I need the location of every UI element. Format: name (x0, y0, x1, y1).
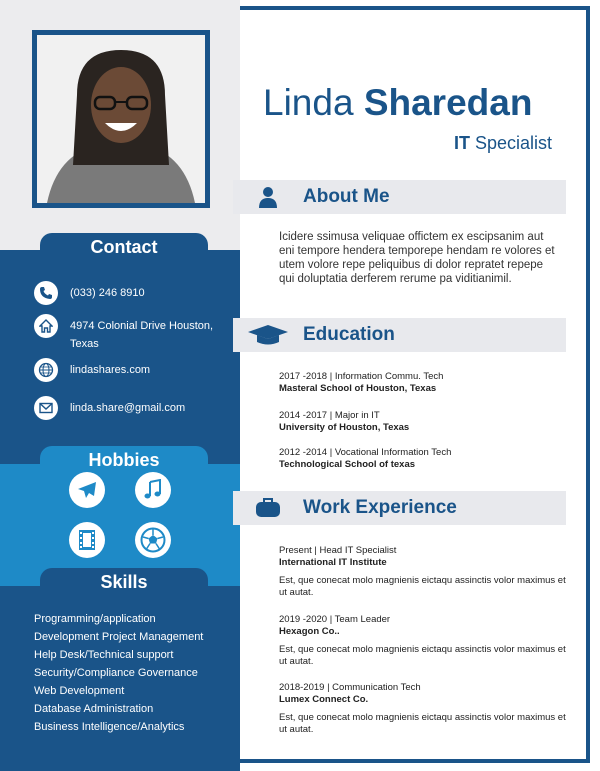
education-entry-org: Masteral School of Houston, Texas (279, 383, 437, 394)
work-entry-line: 2018-2019 | Communication Tech (279, 682, 421, 693)
music-note-icon (135, 472, 171, 508)
person-icon (233, 186, 303, 208)
education-entry-line: 2017 -2018 | Information Commu. Tech (279, 371, 444, 382)
hobbies-heading: Hobbies (40, 446, 208, 474)
about-heading: About Me (303, 186, 390, 207)
last-name: Sharedan (363, 82, 533, 123)
education-entry-line: 2012 -2014 | Vocational Information Tech (279, 447, 452, 458)
contact-address-text: 4974 Colonial Drive Houston, Texas (70, 320, 214, 350)
education-entry (279, 410, 569, 434)
work-entry-desc: Est, que conecat molo magnienis eictaqu assinctis volor maximus et ut autat. (279, 575, 566, 598)
skills-heading: Skills (40, 568, 208, 596)
about-text: Icidere ssimusa veliquae offictem ex escipsanim aut eni tempore hendera temporepe hendam re volores et utem volore repe peliquibus di dolor repratet repepe qui doluptatia derferem rerume pa viditianimil. (279, 231, 555, 285)
job-title (454, 133, 552, 154)
graduation-cap-icon (233, 323, 303, 347)
work-entry (279, 614, 569, 668)
contact-email-text[interactable]: linda.share@gmail.com (70, 402, 186, 414)
skill-item: Help Desk/Technical support (34, 649, 174, 661)
job-title-rest: Specialist (469, 133, 552, 153)
globe-icon (34, 358, 58, 382)
contact-email (34, 396, 220, 420)
film-icon (69, 522, 105, 558)
work-entry-desc: Est, que conecat molo magnienis eictaqu assinctis volor maximus et ut autat. (279, 644, 566, 667)
work-entry-org: Hexagon Co.. (279, 626, 340, 637)
education-entry-org: University of Houston, Texas (279, 422, 410, 433)
skill-item: Security/Compliance Governance (34, 667, 198, 679)
about-section-header (233, 180, 566, 214)
briefcase-icon (233, 497, 303, 519)
skill-item: Business Intelligence/Analytics (34, 721, 185, 733)
work-section-header (233, 491, 566, 525)
work-entry (279, 682, 569, 736)
phone-icon (34, 281, 58, 305)
contact-heading: Contact (40, 233, 208, 261)
job-title-bold: IT (453, 133, 470, 153)
skill-item: Database Administration (34, 703, 154, 715)
work-entry-line: Present | Head IT Specialist (279, 545, 397, 556)
contact-website (34, 358, 220, 382)
first-name: Linda (263, 82, 354, 123)
education-heading: Education (303, 324, 395, 345)
soccer-ball-icon (135, 522, 171, 558)
contact-phone (34, 281, 220, 305)
contact-phone-text: (033) 246 8910 (70, 287, 145, 299)
contact-website-text[interactable]: lindashares.com (70, 364, 151, 376)
work-heading: Work Experience (303, 497, 457, 518)
work-entry-org: International IT Institute (279, 557, 387, 568)
education-section-header (233, 318, 566, 352)
work-entry-desc: Est, que conecat molo magnienis eictaqu assinctis volor maximus et ut autat. (279, 712, 566, 735)
work-entry (279, 545, 569, 599)
work-entry-org: Lumex Connect Co. (279, 694, 369, 705)
skill-item: Programming/application (34, 613, 156, 625)
candidate-name (263, 82, 532, 124)
profile-photo-frame (32, 30, 210, 208)
skill-item: Web Development (34, 685, 125, 697)
education-entry-org: Technological School of texas (279, 459, 416, 470)
airplane-icon (69, 472, 105, 508)
education-entry-line: 2014 -2017 | Major in IT (279, 410, 380, 421)
contact-address (34, 314, 220, 353)
work-entry-line: 2019 -2020 | Team Leader (279, 614, 391, 625)
mail-icon (34, 396, 58, 420)
skill-item: Development Project Management (34, 631, 204, 643)
education-entry (279, 447, 569, 471)
education-entry (279, 371, 569, 395)
profile-photo (37, 35, 205, 203)
home-icon (34, 314, 58, 338)
